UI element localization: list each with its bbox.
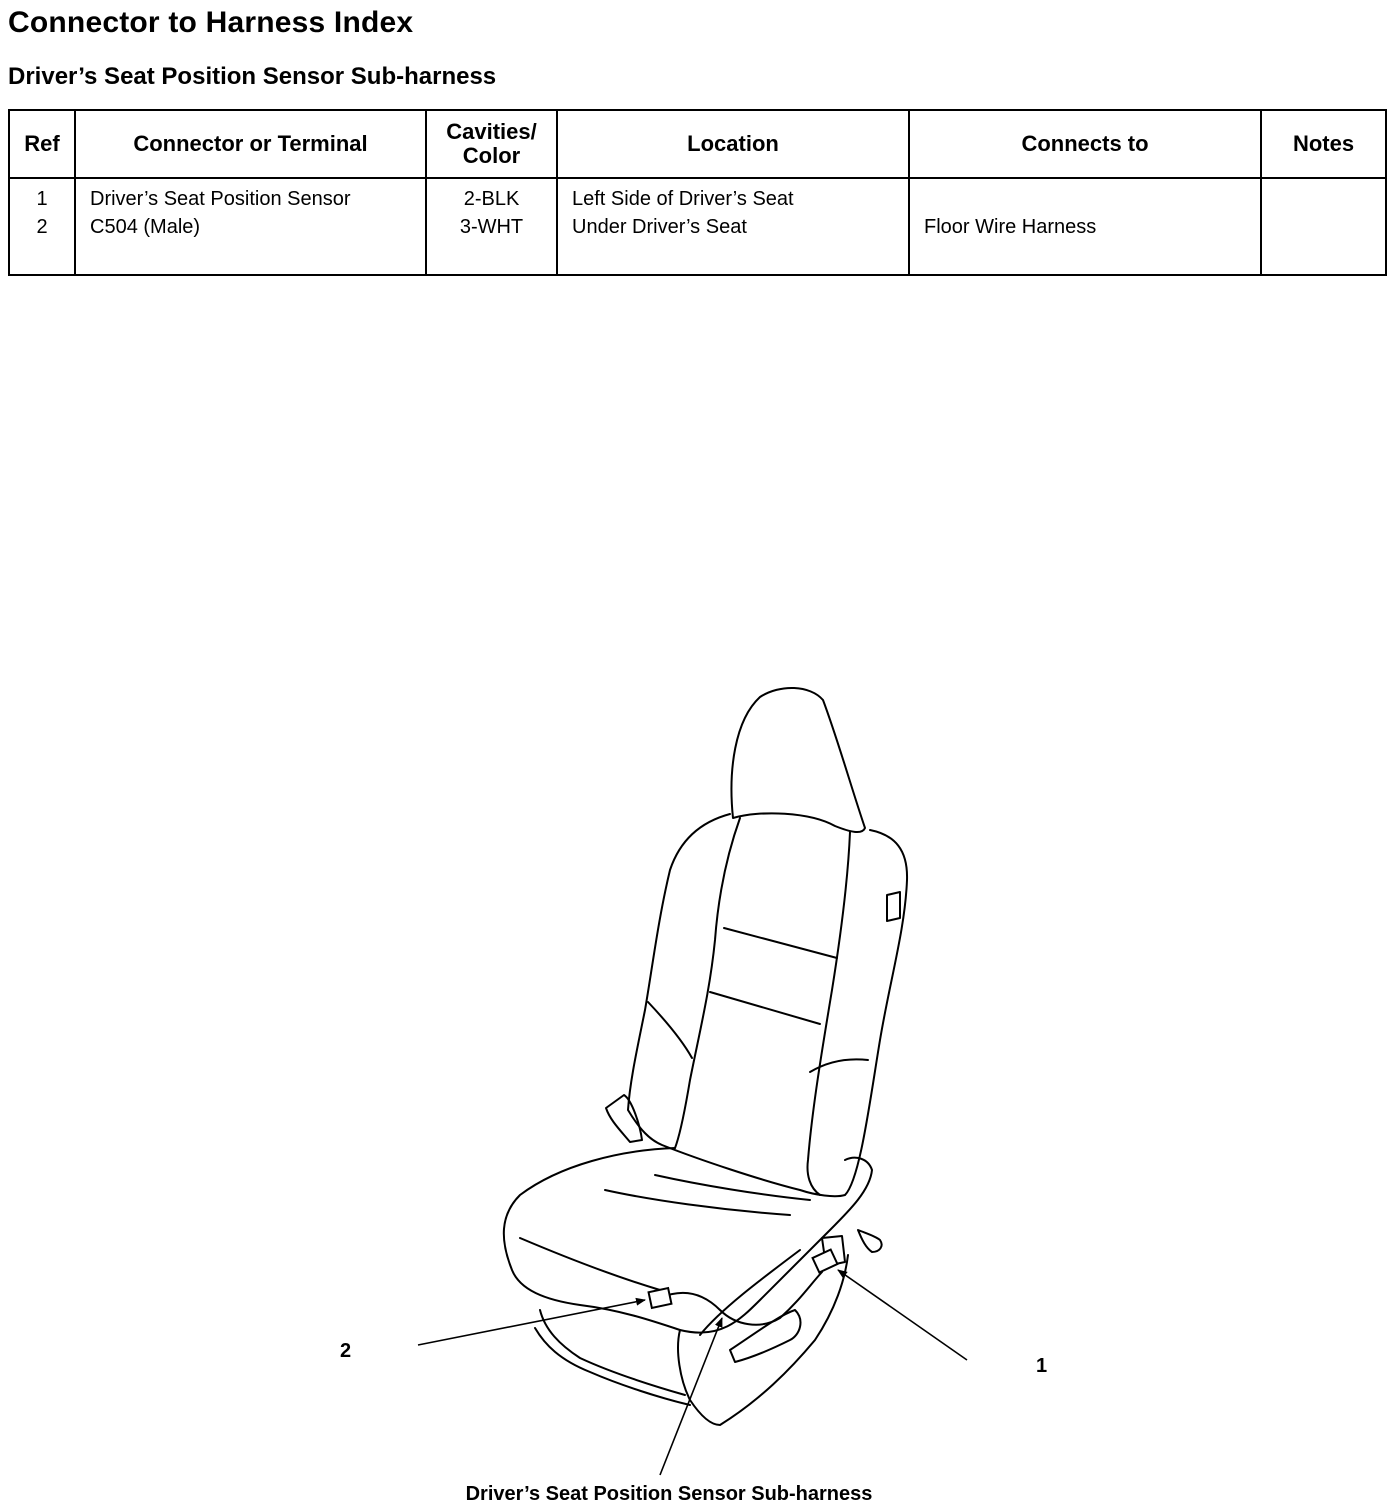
notes-cell bbox=[1261, 178, 1386, 275]
header-connector: Connector or Terminal bbox=[75, 110, 426, 178]
section-title: Driver’s Seat Position Sensor Sub-harness bbox=[8, 63, 497, 90]
seatback-shape bbox=[628, 814, 907, 1196]
callout-2: 2 bbox=[340, 1340, 352, 1362]
header-ref: Ref bbox=[9, 110, 75, 178]
location-cell bbox=[557, 178, 909, 275]
callout-1: 1 bbox=[1036, 1355, 1048, 1377]
table-header-row bbox=[9, 110, 1386, 178]
ref-cell bbox=[9, 178, 75, 275]
location-value-2: Under Driver’s Seat bbox=[572, 216, 747, 238]
connector-index-table bbox=[8, 109, 1387, 276]
ref-value-1: 1 bbox=[36, 188, 48, 210]
header-notes: Notes bbox=[1261, 110, 1386, 178]
location-value-1: Left Side of Driver’s Seat bbox=[572, 188, 794, 210]
header-connects-to: Connects to bbox=[909, 110, 1261, 178]
connector-value-1: Driver’s Seat Position Sensor bbox=[90, 188, 351, 210]
notes-value-2 bbox=[1276, 213, 1371, 241]
table-row bbox=[9, 178, 1386, 275]
ref-value-2: 2 bbox=[36, 216, 48, 238]
header-location: Location bbox=[557, 110, 909, 178]
header-cavities bbox=[426, 110, 557, 178]
connector-value-2: C504 (Male) bbox=[90, 216, 201, 238]
position-sensor-shape bbox=[813, 1250, 838, 1273]
leader-line-2 bbox=[418, 1300, 645, 1345]
page-title: Connector to Harness Index bbox=[8, 6, 414, 39]
sub-harness-wire bbox=[660, 1272, 822, 1325]
cavities-value-2: 3-WHT bbox=[459, 216, 524, 238]
header-cavities-line1: Cavities/ bbox=[446, 119, 537, 144]
header-cavities-line2: Color bbox=[462, 143, 521, 168]
leader-line-caption bbox=[660, 1318, 722, 1475]
seat-cushion-shape bbox=[504, 1148, 872, 1333]
cavities-cell bbox=[426, 178, 557, 275]
headrest-shape bbox=[731, 688, 865, 832]
connects-to-value-2: Floor Wire Harness bbox=[924, 216, 1097, 238]
recline-lever-shape bbox=[606, 1095, 642, 1142]
cavities-value-1: 2-BLK bbox=[463, 188, 520, 210]
leader-line-1 bbox=[838, 1270, 967, 1360]
notes-value-1 bbox=[1276, 185, 1371, 213]
seat-rail-shape bbox=[540, 1310, 685, 1395]
connector-c504-shape bbox=[649, 1288, 672, 1308]
diagram-caption: Driver’s Seat Position Sensor Sub-harness bbox=[465, 1483, 873, 1505]
connects-to-value-1 bbox=[924, 185, 1246, 213]
connects-to-cell bbox=[909, 178, 1261, 275]
connector-cell bbox=[75, 178, 426, 275]
